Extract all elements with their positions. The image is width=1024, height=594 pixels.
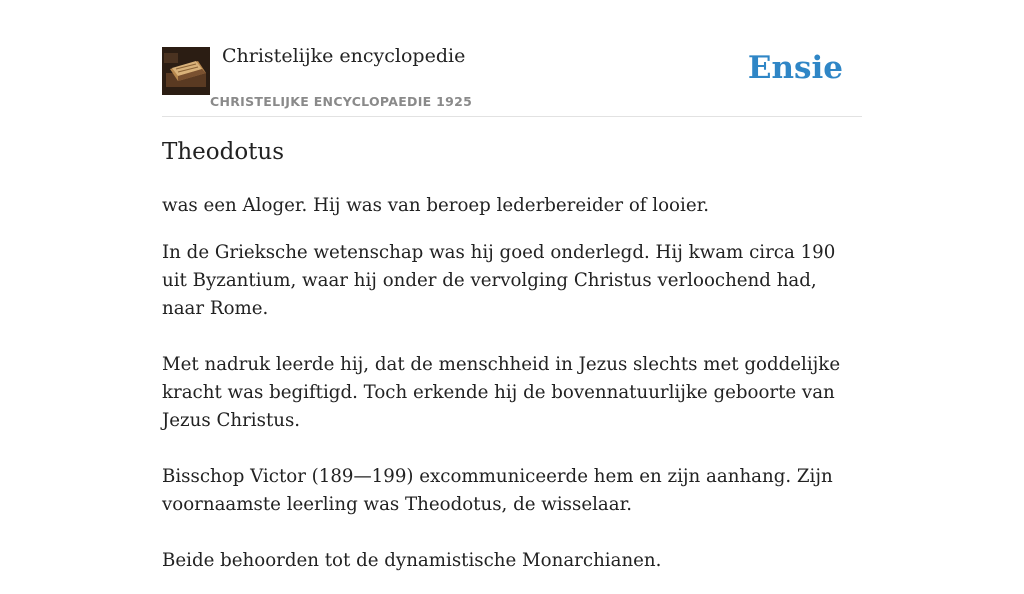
paragraph: Bisschop Victor (189—199) excommuniceerde hem en zijn aanhang. Zijn voornaamste leerling was Theodotus, de wisselaar. <box>162 466 833 515</box>
book-avatar-icon[interactable] <box>162 47 210 95</box>
brand-logo[interactable]: Ensie <box>747 50 843 86</box>
source-subtitle: CHRISTELIJKE ENCYCLOPAEDIE 1925 <box>210 94 473 109</box>
paragraph: was een Aloger. Hij was van beroep lederbereider of looier. <box>162 195 710 216</box>
page-container <box>162 0 862 571</box>
paragraph: Met nadruk leerde hij, dat de menschheid in Jezus slechts met goddelijke kracht was begiftigd. Toch erkende hij de bovennatuurlijke geboorte van Jezus Christus. <box>162 354 841 431</box>
paragraph: Beide behoorden tot de dynamistische Monarchianen. <box>162 550 662 571</box>
source-title-link[interactable]: Christelijke encyclopedie <box>222 45 466 67</box>
article-body <box>162 192 862 594</box>
article-title: Theodotus <box>162 139 285 165</box>
header <box>162 0 862 117</box>
paragraph: In de Grieksche wetenschap was hij goed onderlegd. Hij kwam circa 190 uit Byzantium, waar hij onder de vervolging Christus verloochend had, naar Rome. <box>162 242 836 319</box>
